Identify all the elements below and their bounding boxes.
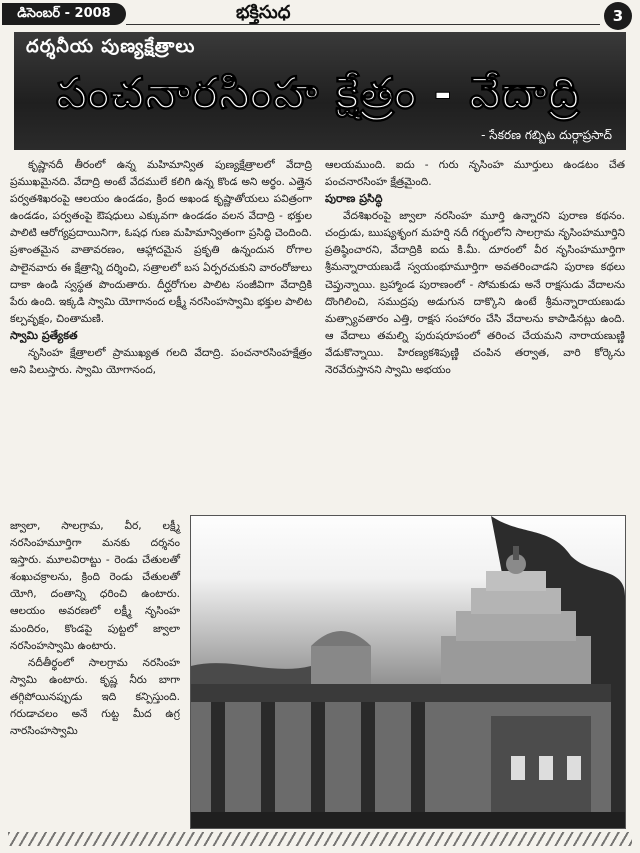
article-title: పంచనారసింహ క్షేత్రం - వేదాద్రి [56,68,581,119]
author-credit: - సేకరణ గబ్బిట దుర్గాప్రసాద్ [481,128,612,142]
temple-illustration [191,516,625,828]
magazine-title: భక్తిసుధ [236,2,291,23]
title-banner [14,32,626,150]
series-title: దర్శనీయ పుణ్యక్షేత్రాలు [26,36,196,57]
header-rule [126,24,600,25]
right-column [325,157,625,379]
paragraph-special: నృసింహ క్షేత్రాలలో ప్రాముఖ్యత గలది వేదాద్రి. పంచనారసింహక్షేత్రం అని పిలుస్తారు. స్వామి యోగానంద, [10,346,312,377]
page-border-decoration [8,832,632,846]
heading-special: స్వామి ప్రత్యేకత [10,328,78,342]
paragraph-intro: కృష్ణానదీ తీరంలో ఉన్న మహిమాన్విత పుణ్యక్షేత్రాలలో వేదాద్రి ప్రముఖమైనది. వేదాద్రి అంటే వేదములే కలిగి ఉన్న కొండ అని అర్థం. ఎత్తైన పర్వతశిఖరంపై ఆలయం ఉండడం, క్రింద అఖండ కృష్ణాతోయలు పవిత్రంగా ఉండడం, పర్వతంపై ఔషధులు ఎక్కువగా ఉండడం వలన వేదాద్రి - భక్తుల పాలిటి ఆరోగ్యప్రదాయినిగా, ఓషధ గుణ మహిమాన్వితంగా ప్రసిద్ధి చెందింది. ప్రశాంతమైన వాతావరణం, ఆహ్లాదమైన ప్రకృతి ఉన్నందున రోగాల పాలైనవారు ఈ క్షేత్రాన్ని దర్శించి, సత్రాలలో బస ఏర్పరచుకుని వారంరోజులు దాకా ఉండి స్వస్థత పొందుతారు. దీర్ఘరోగుల పాలిట సంజీవిగా వేదాద్రికి పేరు ఉంది. ఇక్కడి స్వామి యోగానంద లక్ష్మీ నరసింహస్వామి భక్తుల పాలిట కల్పవృక్షం, చింతామణి. [10,159,312,325]
left-lower-column [10,518,180,740]
paragraph-legend: వేదశిఖరంపై జ్వాలా నరసింహ మూర్తి ఉన్నారని పురాణ కథనం. చంద్రుడు, ఋష్యశృంగ మహర్షి నదీ గర్భంలోని సాలగ్రామ నృసింహమూర్తిని ప్రతిష్ఠించారని, వేదాద్రికి ఐదు కి.మీ. దూరంలో వీర నృసింహమూర్తిగా శ్రీమన్నారాయణుడే స్వయంభూమూర్తిగా అవతరించాడని పురాణ కథలు చెప్తున్నాయి. బ్రహ్మాండ పురాణంలో - సోమకుడు అనే రాక్షసుడు వేదాలను దొంగిలించి, సముద్రపు అడుగున దాక్కొని ఉంటే శ్రీమన్నారాయణుడు మత్స్యావతారం ఎత్తి, రాక్షస సంహారం చేసి వేదాలను కాపాడినట్లు ఉంది. ఆ వేదాలు తమల్ని పురుషరూపంలో తరించ చేయమని నారాయణుణ్ణి వేడుకొన్నాయి. హిరణ్యకశిపుణ్ణి చంపిన తర్వాత, వారి కోర్కెను నెరవేరుస్తానని స్వామి అభయం [325,210,625,377]
page-number: 3 [604,2,632,30]
paragraph-river: నదీతీర్థంలో సాలగ్రామ నరసింహ స్వామి ఉంటారు. కృష్ణ నీరు బాగా తగ్గిపోయినప్పుడు ఇది కన్పిస్తుంది. గరుడాచలం అనే గుట్ట మీద ఉగ్ర నారసింహస్వామి [10,656,180,738]
paragraph-forms: జ్వాలా, సాలగ్రామ, వీర, లక్ష్మీ నరసింహమూర్తిగా మనకు దర్శనం ఇస్తారు. మూలవిరాట్టు - రెండు చేతులతో శంఖుచక్రాలను, క్రింది రెండు చేతులతో యోగి, దంతాన్ని ధరించి ఉంటారు. ఆలయం అవరణలో లక్ష్మీ నృసింహ మందిరం, కొండపై పుట్టలో జ్వాలా నరసింహస్వామి ఉంటారు. [10,520,180,652]
issue-date-badge: డిసెంబర్ - 2008 [2,3,126,25]
heading-legend: పురాణ ప్రసిద్ధి [325,192,383,206]
paragraph-continued: ఆలయముంది. ఐదు - గురు నృసింహ మూర్తులు ఉండటం చేత పంచనారసింహ క్షేత్రమైంది. [325,159,625,189]
left-column [10,157,312,379]
temple-photo [190,515,626,829]
